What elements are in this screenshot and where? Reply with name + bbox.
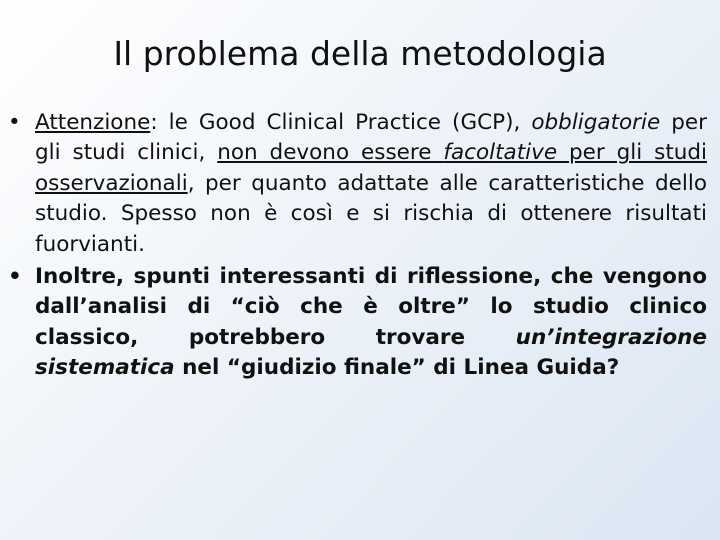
emphasis-obbligatorie: obbligatorie	[531, 110, 661, 135]
bullet-text: , per quanto adattate alle caratteristiche dello studio. Spesso non è così e si rischia di ottenere risultati fuorvianti.	[35, 170, 707, 257]
emphasis-facoltative: facoltative	[443, 140, 569, 166]
bullet-text: nel “giudizio finale” di Linea Guida?	[174, 355, 620, 381]
emphasis-integrazione: un’integrazione sistematica	[35, 324, 707, 381]
emphasis-attenzione: Attenzione	[35, 110, 151, 135]
bullet-text: Inoltre, spunti interessanti di riflessione, che vengono dall’analisi di “ciò che è oltre” lo studio clinico classico, potrebbero trovare	[35, 264, 707, 350]
bullet-item-attenzione	[8, 108, 707, 260]
emphasis-studi-osservazionali: per gli studi osservazionali	[35, 140, 707, 196]
bullet-text: : le Good Clinical Practice (GCP),	[150, 110, 532, 135]
emphasis-non-devono: non devono essere	[217, 140, 444, 166]
bullet-text: per gli studi clinici,	[35, 110, 707, 166]
bullet-list	[8, 108, 707, 384]
bullet-dot-icon: •	[8, 110, 21, 135]
bullet-dot-icon: •	[8, 264, 22, 290]
bullet-item-inoltre	[8, 262, 707, 384]
slide-title: Il problema della metodologia	[113, 34, 607, 73]
